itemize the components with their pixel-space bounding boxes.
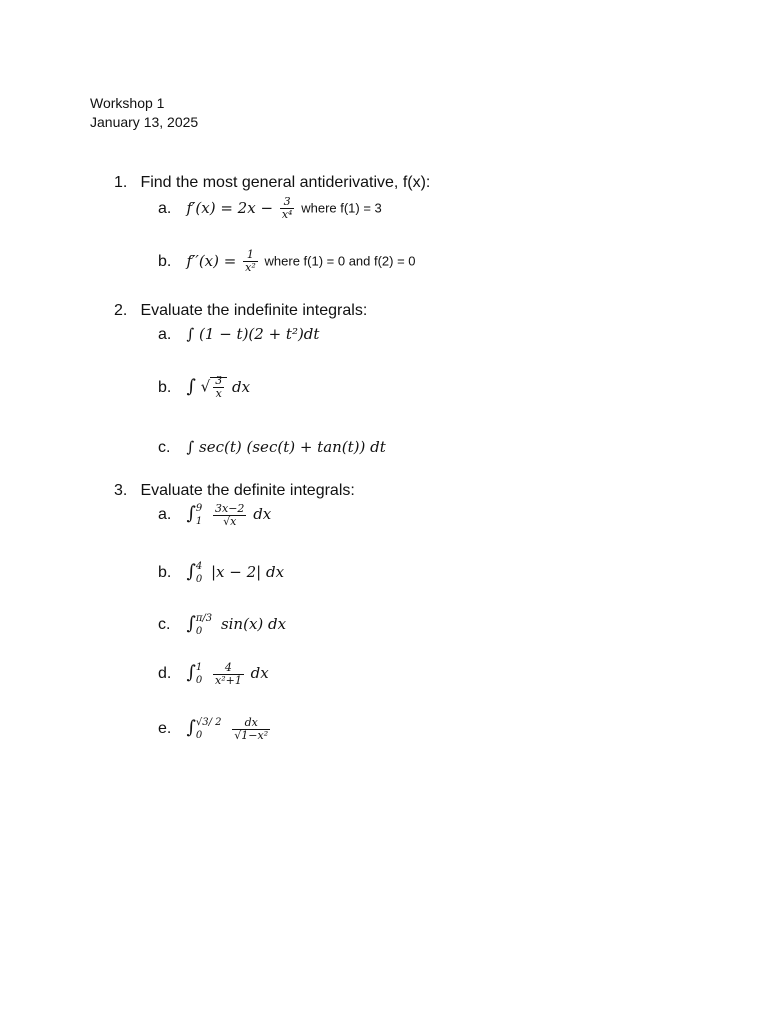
- q2c-expression: ∫ sec(t) (sec(t) + tan(t)) dt: [186, 438, 386, 456]
- q1a-condition: where f(1) = 3: [301, 200, 382, 216]
- q3d-denominator: x²+1: [215, 673, 242, 687]
- item-label: b.: [158, 564, 172, 581]
- document-date: January 13, 2025: [90, 114, 199, 130]
- q1a-denominator: x⁴: [281, 208, 293, 221]
- q1a-numerator: 3: [280, 196, 295, 209]
- question-2a: [158, 325, 319, 344]
- q3d-expression: [186, 660, 269, 687]
- integral-sign: ∫: [186, 662, 196, 683]
- integral-limits: [196, 560, 202, 586]
- q3e-denominator: √1−x²: [234, 728, 269, 742]
- integral-sign: ∫: [186, 613, 196, 634]
- question-3b: [158, 560, 284, 586]
- upper-limit: 9: [195, 503, 203, 514]
- question-1a: [158, 196, 382, 221]
- integral-sign: ∫: [186, 717, 196, 738]
- q3a-denominator: √x: [223, 514, 237, 528]
- question-2b: [158, 375, 250, 400]
- upper-limit: 4: [195, 561, 203, 572]
- upper-limit: √3/ 2: [195, 717, 222, 728]
- q3b-body: |x − 2| dx: [211, 563, 285, 581]
- item-label: a.: [158, 506, 172, 523]
- integral-sign: ∫: [186, 561, 196, 582]
- q1a-fraction: [280, 196, 295, 221]
- question-3-number: 3.: [114, 482, 128, 499]
- question-1b: [158, 249, 416, 274]
- q3a-differential: dx: [253, 505, 272, 523]
- integral-sign: ∫: [186, 503, 196, 524]
- q3c-body: sin(x) dx: [220, 615, 287, 633]
- q1a-equation: [186, 195, 301, 221]
- item-label: e.: [158, 720, 172, 737]
- question-1: [114, 174, 430, 192]
- q1b-equation: [186, 248, 264, 274]
- integral-limits: [196, 502, 202, 528]
- question-3d: [158, 661, 269, 687]
- q2b-fraction: [213, 375, 224, 400]
- item-label: c.: [158, 616, 171, 633]
- item-label: a.: [158, 326, 172, 343]
- question-1-number: 1.: [114, 174, 128, 191]
- q3e-numerator: dx: [232, 717, 270, 730]
- question-3: [114, 482, 355, 500]
- document-header: [90, 94, 198, 132]
- q3e-expression: [186, 715, 272, 742]
- lower-limit: 0: [195, 626, 203, 637]
- q2b-numerator: 3: [215, 374, 223, 387]
- q3a-numerator: 3x−2: [215, 501, 245, 515]
- item-label: b.: [158, 252, 172, 270]
- q3d-fraction: [213, 662, 244, 687]
- q1b-lhs: f′′(x) =: [186, 251, 237, 270]
- lower-limit: 0: [195, 675, 203, 686]
- item-label: c.: [158, 439, 171, 456]
- q1b-condition: where f(1) = 0 and f(2) = 0: [264, 253, 416, 269]
- lower-limit: 0: [195, 730, 203, 741]
- lower-limit: 1: [195, 516, 203, 527]
- question-3a: [158, 502, 271, 528]
- question-2-number: 2.: [114, 302, 128, 319]
- q1a-lhs: f′(x) = 2x −: [186, 198, 274, 217]
- q2a-expression: ∫ (1 − t)(2 + t²)dt: [186, 325, 320, 343]
- question-2c: [158, 438, 386, 457]
- sqrt-radical: √ $\frac{3}{x}$: [201, 375, 228, 400]
- q3c-expression: [186, 613, 287, 637]
- q2b-expression: [186, 374, 251, 400]
- q3d-differential: dx: [250, 664, 269, 682]
- q3e-fraction: [232, 717, 270, 742]
- question-3e: [158, 716, 272, 742]
- integral-limits: [196, 716, 222, 742]
- q3a-fraction: [213, 503, 246, 528]
- q2b-differential: dx: [231, 377, 251, 396]
- question-1-prompt: Find the most general antiderivative, f(x):: [140, 174, 431, 191]
- document-title: Workshop 1: [90, 95, 165, 111]
- q3a-expression: [186, 501, 272, 528]
- item-label: d.: [158, 665, 172, 682]
- question-2-prompt: Evaluate the indefinite integrals:: [140, 302, 368, 319]
- upper-limit: 1: [195, 662, 203, 673]
- question-3-prompt: Evaluate the definite integrals:: [140, 482, 355, 499]
- upper-limit: π/3: [195, 613, 213, 624]
- q3d-numerator: 4: [213, 662, 244, 675]
- integral-limits: [196, 661, 202, 687]
- lower-limit: 0: [195, 574, 203, 585]
- q2b-denominator: x: [215, 387, 222, 400]
- q1b-denominator: x²: [245, 261, 256, 274]
- q1b-fraction: [243, 249, 258, 274]
- integral-sign: ∫: [186, 375, 196, 397]
- q1b-numerator: 1: [243, 249, 258, 262]
- question-2: [114, 302, 367, 320]
- q3b-expression: [186, 561, 285, 585]
- item-label: b.: [158, 378, 172, 396]
- integral-limits: [196, 612, 212, 638]
- question-3c: [158, 612, 286, 638]
- item-label: a.: [158, 199, 172, 217]
